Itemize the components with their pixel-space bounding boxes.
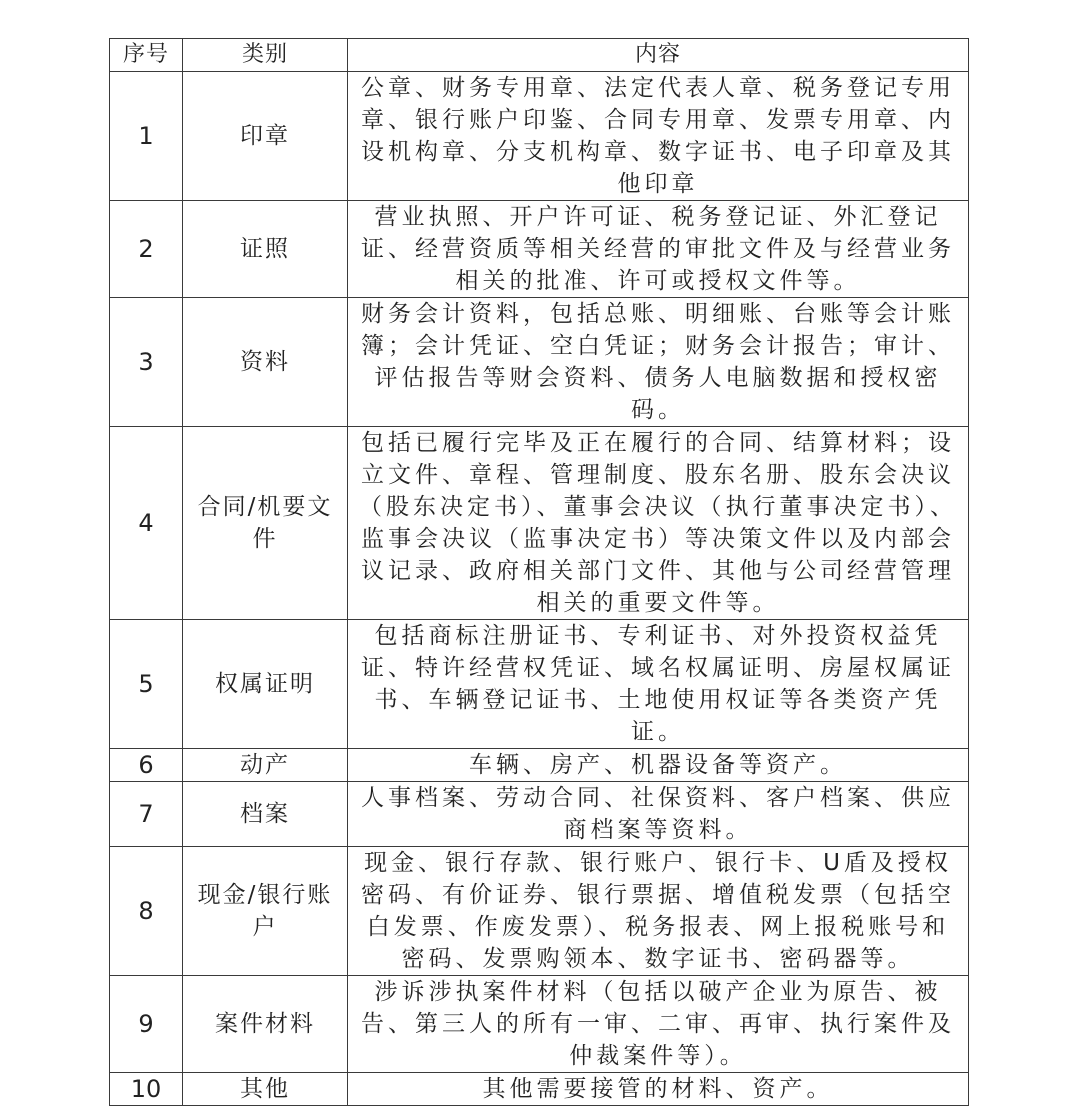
row-index: 6 [110,749,183,782]
row-index: 9 [110,976,183,1073]
table-row [110,847,969,976]
row-content: 包括商标注册证书、专利证书、对外投资权益凭证、特许经营权凭证、域名权属证明、房屋权属证书、车辆登记证书、土地使用权证等各类资产凭证。 [348,620,969,749]
row-content: 公章、财务专用章、法定代表人章、税务登记专用章、银行账户印鉴、合同专用章、发票专用章、内设机构章、分支机构章、数字证书、电子印章及其他印章 [348,72,969,201]
row-index: 5 [110,620,183,749]
row-index: 8 [110,847,183,976]
row-content: 其他需要接管的材料、资产。 [348,1073,969,1106]
row-index: 7 [110,782,183,847]
table-row [110,201,969,298]
row-content: 包括已履行完毕及正在履行的合同、结算材料；设立文件、章程、管理制度、股东名册、股东会决议（股东决定书）、董事会决议（执行董事决定书）、监事会决议（监事决定书）等决策文件以及内部会议记录、政府相关部门文件、其他与公司经营管理相关的重要文件等。 [348,427,969,620]
row-category: 证照 [183,201,348,298]
table-header-row [110,39,969,72]
table-row [110,976,969,1073]
table-row [110,1073,969,1106]
asset-handover-table [109,38,969,1106]
row-index: 2 [110,201,183,298]
row-category: 权属证明 [183,620,348,749]
table-row [110,427,969,620]
row-index: 4 [110,427,183,620]
row-content: 车辆、房产、机器设备等资产。 [348,749,969,782]
row-category: 合同/机要文件 [183,427,348,620]
row-category: 动产 [183,749,348,782]
row-content: 涉诉涉执案件材料（包括以破产企业为原告、被告、第三人的所有一审、二审、再审、执行案件及仲裁案件等）。 [348,976,969,1073]
row-category: 档案 [183,782,348,847]
table-row [110,749,969,782]
header-index: 序号 [110,39,183,72]
row-category: 印章 [183,72,348,201]
row-content: 财务会计资料，包括总账、明细账、台账等会计账簿；会计凭证、空白凭证；财务会计报告；审计、评估报告等财会资料、债务人电脑数据和授权密码。 [348,298,969,427]
row-content: 人事档案、劳动合同、社保资料、客户档案、供应商档案等资料。 [348,782,969,847]
row-category: 现金/银行账户 [183,847,348,976]
table-row [110,620,969,749]
row-content: 现金、银行存款、银行账户、银行卡、U盾及授权密码、有价证券、银行票据、增值税发票（包括空白发票、作废发票）、税务报表、网上报税账号和密码、发票购领本、数字证书、密码器等。 [348,847,969,976]
row-index: 10 [110,1073,183,1106]
table-row [110,72,969,201]
row-index: 3 [110,298,183,427]
row-category: 其他 [183,1073,348,1106]
table-row [110,298,969,427]
row-category: 案件材料 [183,976,348,1073]
row-content: 营业执照、开户许可证、税务登记证、外汇登记证、经营资质等相关经营的审批文件及与经营业务相关的批准、许可或授权文件等。 [348,201,969,298]
row-category: 资料 [183,298,348,427]
header-category: 类别 [183,39,348,72]
header-content: 内容 [348,39,969,72]
row-index: 1 [110,72,183,201]
table-row [110,782,969,847]
